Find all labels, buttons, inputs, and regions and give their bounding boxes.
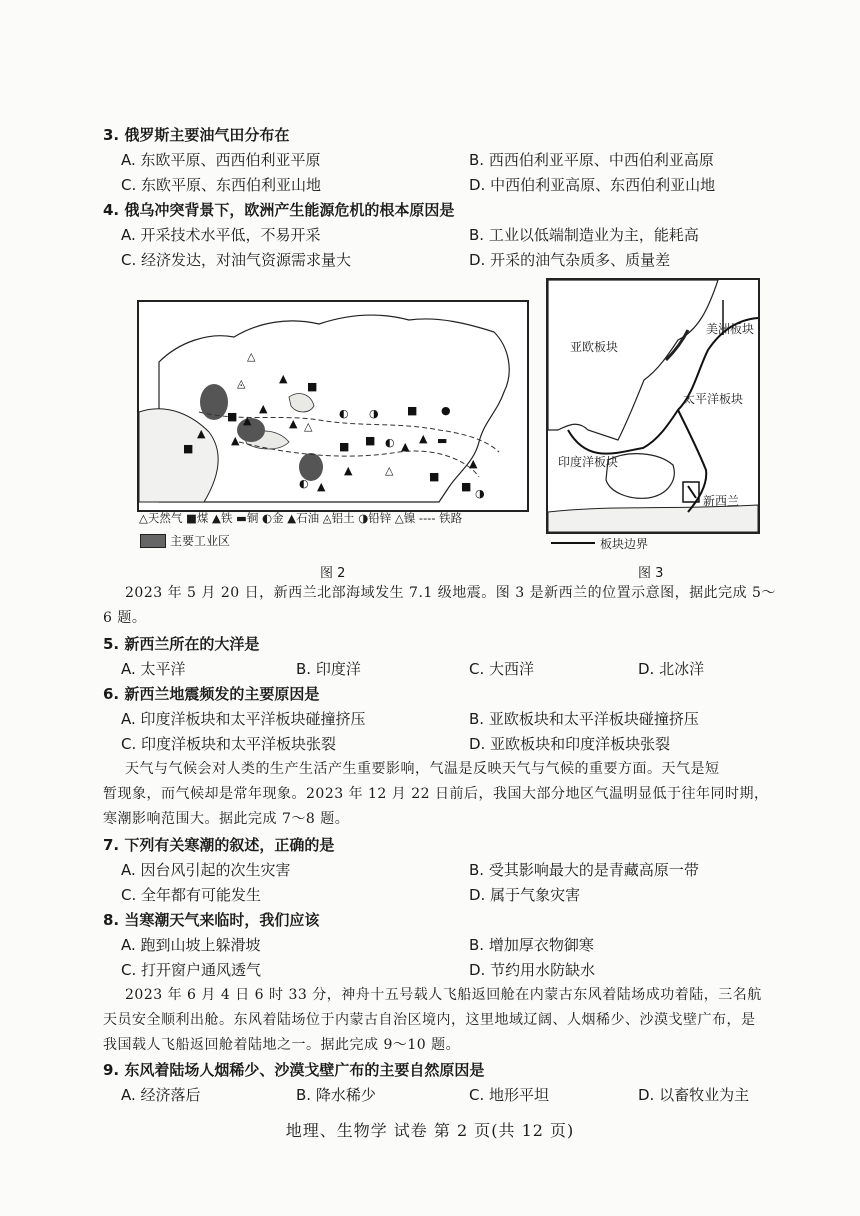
svg-text:◐: ◐ (299, 477, 309, 490)
svg-text:■: ■ (365, 434, 376, 447)
q3-option-a: A. 东欧平原、西西伯利亚平原 (121, 151, 321, 169)
q7-option-c: C. 全年都有可能发生 (121, 886, 262, 904)
svg-text:◐: ◐ (385, 436, 395, 449)
q6-stem: 6. 新西兰地震频发的主要原因是 (103, 685, 320, 703)
svg-text:◑: ◑ (369, 407, 379, 420)
q4-option-d: D. 开采的油气杂质多、质量差 (469, 251, 671, 269)
q8-option-a: A. 跑到山坡上躲滑坡 (121, 936, 261, 954)
q6-option-b: B. 亚欧板块和太平洋板块碰撞挤压 (469, 710, 699, 728)
intro-9-10-line-1: 2023 年 6 月 4 日 6 时 33 分，神舟十五号载人飞船返回舱在内蒙古东风着陆场成功着陆，三名航 (125, 987, 762, 1003)
svg-text:■: ■ (307, 380, 318, 393)
svg-text:▲: ▲ (279, 372, 288, 385)
svg-text:■: ■ (407, 404, 418, 417)
svg-text:△: △ (385, 464, 394, 477)
svg-text:◬: ◬ (237, 377, 246, 390)
q8-stem: 8. 当寒潮天气来临时，我们应该 (103, 911, 320, 929)
figure-2-caption: 图 2 (320, 566, 346, 581)
svg-text:▲: ▲ (243, 414, 252, 427)
q9-option-b: B. 降水稀少 (296, 1086, 376, 1104)
q4-option-a: A. 开采技术水平低，不易开采 (121, 226, 321, 244)
q8-option-b: B. 增加厚衣物御寒 (469, 936, 594, 954)
intro-7-8-line-1: 天气与气候会对人类的生产生活产生重要影响，气温是反映天气与气候的重要方面。天气是短 (125, 761, 720, 777)
figure-2-legend-industrial: 主要工业区 (170, 534, 231, 548)
q7-option-d: D. 属于气象灾害 (469, 886, 581, 904)
figure-3-caption: 图 3 (638, 566, 664, 581)
intro-7-8-line-2: 暂现象，而气候却是常年现象。2023 年 12 月 22 日前后，我国大部分地区气温明显低于往年同时期， (103, 786, 769, 802)
q5-option-d: D. 北冰洋 (638, 660, 705, 678)
q6-option-d: D. 亚欧板块和印度洋板块张裂 (469, 735, 671, 753)
q3-option-b: B. 西西伯利亚平原、中西伯利亚高原 (469, 151, 714, 169)
q5-option-c: C. 大西洋 (469, 660, 535, 678)
svg-text:●: ● (441, 404, 451, 417)
svg-text:▲: ▲ (289, 417, 298, 430)
plate-boundary-legend-line (551, 542, 595, 544)
svg-text:■: ■ (339, 440, 350, 453)
svg-text:▲: ▲ (344, 464, 353, 477)
industrial-zone-legend-swatch (140, 534, 166, 548)
q6-option-c: C. 印度洋板块和太平洋板块张裂 (121, 735, 337, 753)
industrial-zone (200, 384, 228, 420)
q7-option-b: B. 受其影响最大的是青藏高原一带 (469, 861, 699, 879)
figure-2-legend: △天然气 ■煤 ▲铁 ▬铜 ◐金 ▲石油 ◬铝土 ◑铅锌 △镍 ---- 铁路 (139, 511, 463, 525)
q8-option-c: C. 打开窗户通风透气 (121, 961, 262, 979)
svg-text:▲: ▲ (401, 440, 410, 453)
intro-5-6-line-2: 6 题。 (103, 610, 147, 626)
label-indian-ocean-plate: 印度洋板块 (558, 455, 619, 469)
label-eurasian-plate: 亚欧板块 (570, 340, 619, 354)
q4-option-b: B. 工业以低端制造业为主，能耗高 (469, 226, 699, 244)
svg-text:■: ■ (429, 470, 440, 483)
figure-2-map-drawing (139, 302, 527, 510)
q5-option-b: B. 印度洋 (296, 660, 361, 678)
svg-text:■: ■ (183, 442, 194, 455)
q9-stem: 9. 东风着陆场人烟稀少、沙漠戈壁广布的主要自然原因是 (103, 1061, 485, 1079)
label-pacific-plate: 太平洋板块 (683, 392, 744, 406)
q5-stem: 5. 新西兰所在的大洋是 (103, 635, 260, 653)
svg-text:◑: ◑ (475, 487, 485, 500)
intro-9-10-line-2: 天员安全顺利出舱。东风着陆场位于内蒙古自治区境内，这里地域辽阔、人烟稀少、沙漠戈壁广布，是 (103, 1012, 756, 1028)
q4-option-c: C. 经济发达，对油气资源需求量大 (121, 251, 352, 269)
q3-stem: 3. 俄罗斯主要油气田分布在 (103, 126, 290, 144)
q7-option-a: A. 因台风引起的次生灾害 (121, 861, 291, 879)
q4-stem: 4. 俄乌冲突背景下，欧洲产生能源危机的根本原因是 (103, 201, 455, 219)
svg-text:▬: ▬ (437, 434, 448, 447)
svg-text:▲: ▲ (469, 457, 478, 470)
q9-option-c: C. 地形平坦 (469, 1086, 550, 1104)
q8-option-d: D. 节约用水防缺水 (469, 961, 596, 979)
svg-text:▲: ▲ (317, 480, 326, 493)
svg-text:■: ■ (227, 410, 238, 423)
svg-text:◐: ◐ (339, 407, 349, 420)
svg-text:▲: ▲ (197, 427, 206, 440)
intro-9-10-line-3: 我国载人飞船返回舱着陆地之一。据此完成 9～10 题。 (103, 1037, 461, 1053)
figure-3-map (546, 278, 760, 534)
figure-3-legend: 板块边界 (600, 537, 649, 551)
label-new-zealand: 新西兰 (703, 494, 740, 508)
intro-7-8-line-3: 寒潮影响范围大。据此完成 7～8 题。 (103, 811, 350, 827)
q6-option-a: A. 印度洋板块和太平洋板块碰撞挤压 (121, 710, 366, 728)
page-footer: 地理、生物学 试卷 第 2 页(共 12 页) (285, 1121, 575, 1140)
svg-text:▲: ▲ (231, 434, 240, 447)
svg-text:△: △ (247, 350, 256, 363)
q3-option-c: C. 东欧平原、东西伯利亚山地 (121, 176, 322, 194)
svg-text:■: ■ (461, 480, 472, 493)
q5-option-a: A. 太平洋 (121, 660, 186, 678)
q9-option-a: A. 经济落后 (121, 1086, 201, 1104)
svg-text:▲: ▲ (259, 402, 268, 415)
svg-text:△: △ (304, 420, 313, 433)
q9-option-d: D. 以畜牧业为主 (638, 1086, 750, 1104)
figure-2-map (137, 300, 529, 525)
q7-stem: 7. 下列有关寒潮的叙述，正确的是 (103, 836, 335, 854)
svg-text:▲: ▲ (419, 432, 428, 445)
intro-5-6-line-1: 2023 年 5 月 20 日，新西兰北部海域发生 7.1 级地震。图 3 是新西兰的位置示意图，据此完成 5～ (125, 585, 776, 601)
label-american-plate: 美洲板块 (706, 322, 755, 336)
q3-option-d: D. 中西伯利亚高原、东西伯利亚山地 (469, 176, 716, 194)
